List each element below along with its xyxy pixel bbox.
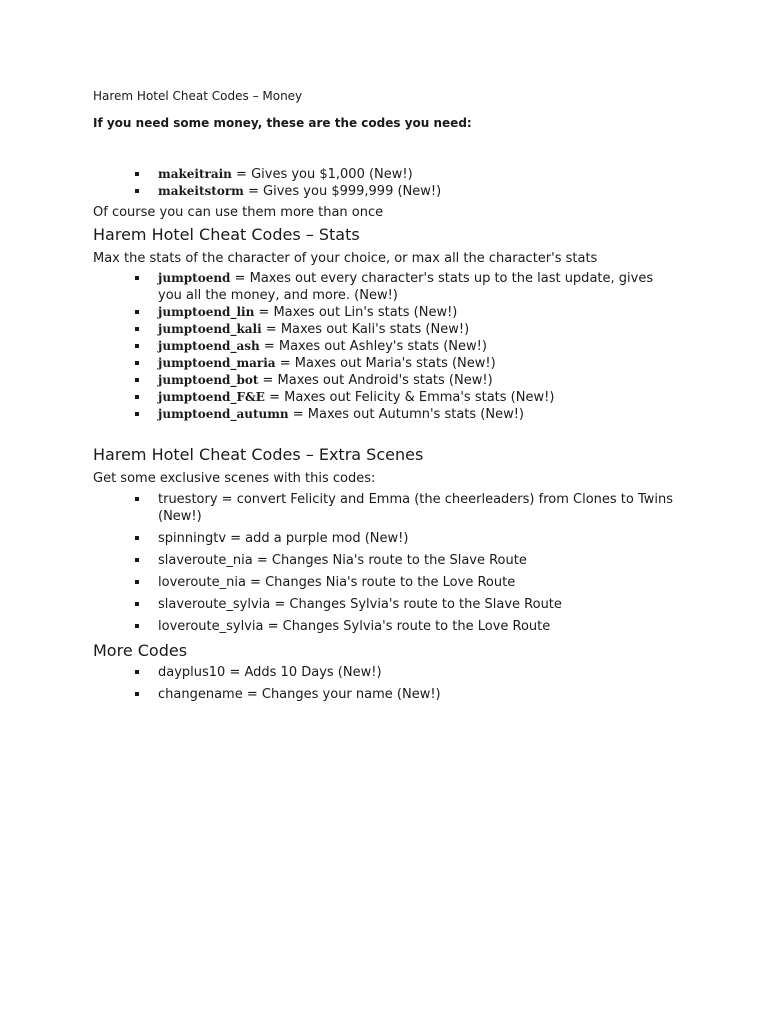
money-intro: If you need some money, these are the codes you need: <box>93 116 472 130</box>
cheat-code: jumptoend_autumn <box>158 407 289 421</box>
code-entry: loveroute_nia = Changes Nia's route to the Love Route <box>158 575 516 590</box>
list-item <box>135 618 675 635</box>
code-description: = Maxes out Autumn's stats (New!) <box>288 407 524 422</box>
list-item <box>135 304 675 321</box>
list-item <box>135 372 675 389</box>
extra-section-title: Harem Hotel Cheat Codes – Extra Scenes <box>93 445 424 464</box>
list-item <box>135 491 675 525</box>
list-item <box>135 664 675 681</box>
cheat-code: jumptoend_bot <box>158 373 259 387</box>
extra-code-list <box>135 491 675 640</box>
stats-intro: Max the stats of the character of your choice, or max all the character's stats <box>93 251 598 266</box>
square-bullet-icon <box>135 378 139 382</box>
code-entry: changename = Changes your name (New!) <box>158 687 441 702</box>
square-bullet-icon <box>135 624 139 628</box>
code-entry: loveroute_sylvia = Changes Sylvia's route to the Love Route <box>158 619 551 634</box>
list-item <box>135 686 675 703</box>
code-entry: truestory = convert Felicity and Emma (the cheerleaders) from Clones to Twins (New!) <box>158 492 674 524</box>
cheat-code: jumptoend_lin <box>158 305 255 319</box>
square-bullet-icon <box>135 395 139 399</box>
cheat-code: makeitstorm <box>158 184 244 198</box>
extra-intro: Get some exclusive scenes with this codes: <box>93 471 376 486</box>
more-code-list <box>135 664 675 708</box>
money-note: Of course you can use them more than once <box>93 205 384 220</box>
code-entry: dayplus10 = Adds 10 Days (New!) <box>158 665 382 680</box>
list-item <box>135 166 675 183</box>
stats-section-title: Harem Hotel Cheat Codes – Stats <box>93 225 360 244</box>
code-entry: slaveroute_nia = Changes Nia's route to the Slave Route <box>158 553 527 568</box>
square-bullet-icon <box>135 172 139 176</box>
code-description: = Gives you $1,000 (New!) <box>231 167 413 182</box>
list-item <box>135 596 675 613</box>
square-bullet-icon <box>135 580 139 584</box>
square-bullet-icon <box>135 361 139 365</box>
list-item <box>135 389 675 406</box>
code-description: = Maxes out Maria's stats (New!) <box>275 356 496 371</box>
code-description: = Maxes out Lin's stats (New!) <box>254 305 458 320</box>
square-bullet-icon <box>135 670 139 674</box>
cheat-code: jumptoend_F&E <box>158 390 265 404</box>
square-bullet-icon <box>135 497 139 501</box>
square-bullet-icon <box>135 558 139 562</box>
list-item <box>135 321 675 338</box>
stats-code-list <box>135 270 675 423</box>
square-bullet-icon <box>135 692 139 696</box>
code-description: = Maxes out every character's stats up to the last update, gives you all the money, and more. (New!) <box>158 271 654 303</box>
square-bullet-icon <box>135 602 139 606</box>
code-description: = Maxes out Ashley's stats (New!) <box>259 339 487 354</box>
cheat-code: jumptoend_kali <box>158 322 262 336</box>
code-description: = Maxes out Android's stats (New!) <box>258 373 493 388</box>
code-description: = Gives you $999,999 (New!) <box>243 184 442 199</box>
square-bullet-icon <box>135 310 139 314</box>
square-bullet-icon <box>135 189 139 193</box>
cheat-code: jumptoend <box>158 271 231 285</box>
square-bullet-icon <box>135 344 139 348</box>
list-item <box>135 270 675 304</box>
square-bullet-icon <box>135 276 139 280</box>
square-bullet-icon <box>135 536 139 540</box>
list-item <box>135 183 675 200</box>
list-item <box>135 574 675 591</box>
list-item <box>135 406 675 423</box>
money-code-list <box>135 166 675 200</box>
cheat-code: makeitrain <box>158 167 232 181</box>
square-bullet-icon <box>135 412 139 416</box>
code-description: = Maxes out Felicity & Emma's stats (New!) <box>264 390 555 405</box>
list-item <box>135 338 675 355</box>
cheat-code: jumptoend_maria <box>158 356 276 370</box>
code-entry: spinningtv = add a purple mod (New!) <box>158 531 409 546</box>
cheat-code: jumptoend_ash <box>158 339 260 353</box>
code-entry: slaveroute_sylvia = Changes Sylvia's route to the Slave Route <box>158 597 562 612</box>
list-item <box>135 355 675 372</box>
list-item <box>135 552 675 569</box>
money-section-title: Harem Hotel Cheat Codes – Money <box>93 89 303 103</box>
code-description: = Maxes out Kali's stats (New!) <box>261 322 470 337</box>
list-item <box>135 530 675 547</box>
more-section-title: More Codes <box>93 641 188 660</box>
square-bullet-icon <box>135 327 139 331</box>
